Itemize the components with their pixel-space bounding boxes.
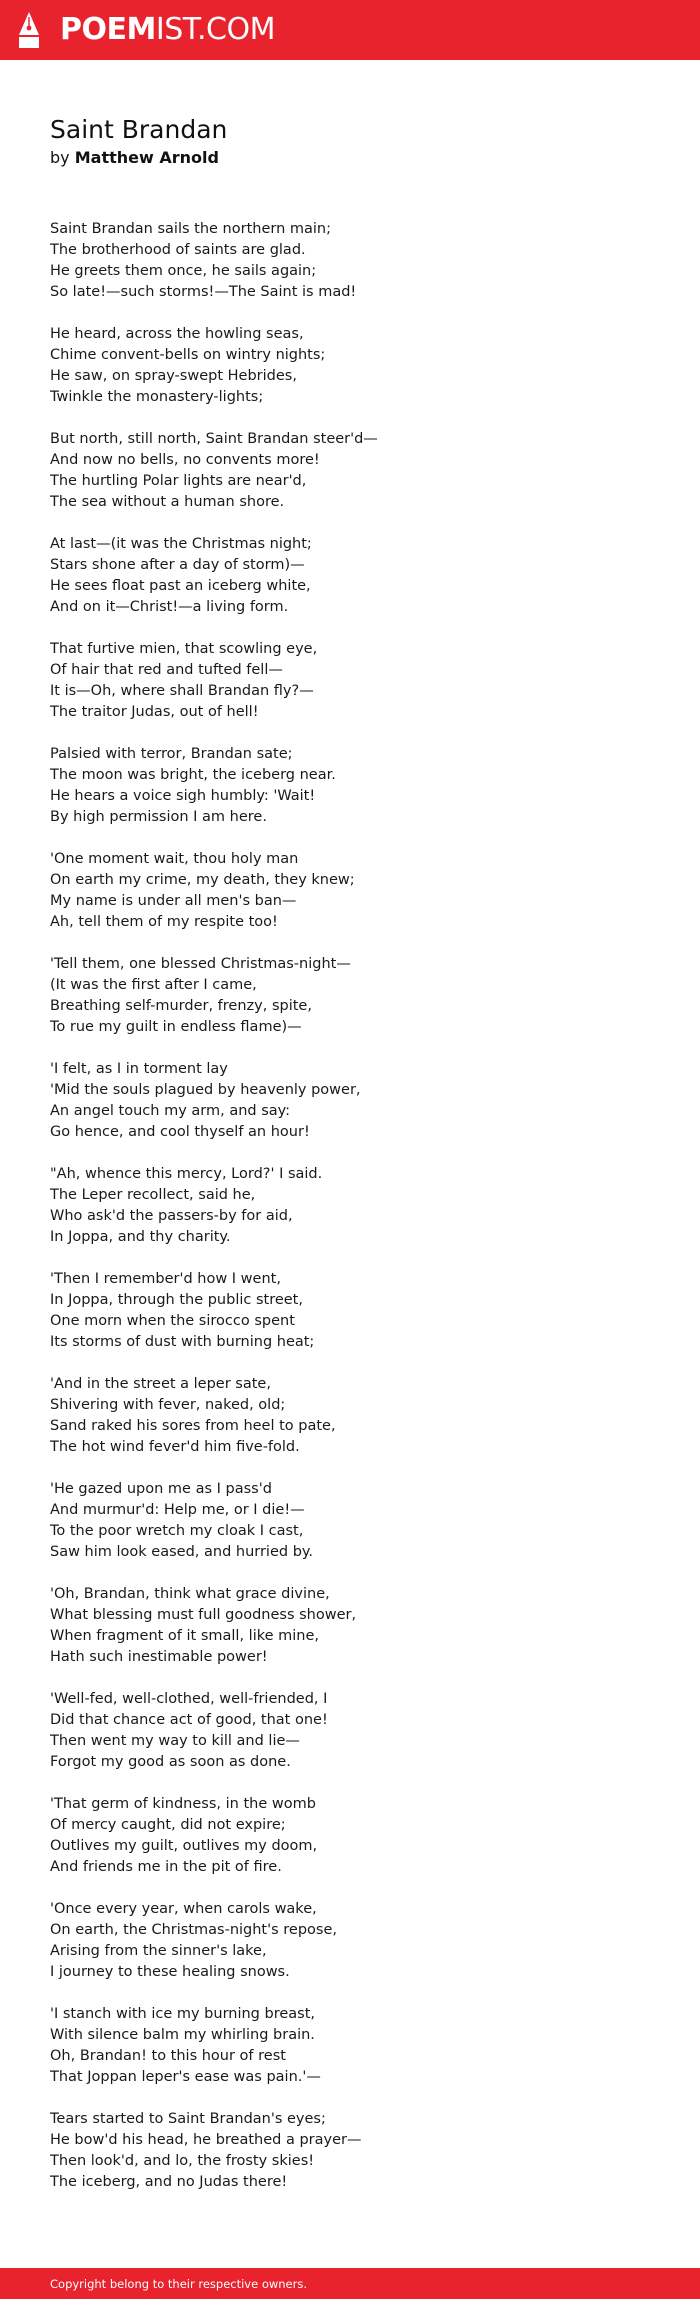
poem-line: He heard, across the howling seas, [50,326,304,342]
poem-line: Tears started to Saint Brandan's eyes; [50,2111,326,2127]
poem-line: 'That germ of kindness, in the womb [50,1796,316,1812]
poem-line: Saint Brandan sails the northern main; [50,221,331,237]
poem-line: He greets them once, he sails again; [50,263,317,279]
poem-stanza [50,1689,650,1773]
poem-line: And now no bells, no convents more! [50,452,320,468]
poem-line: My name is under all men's ban— [50,893,297,909]
poem-line: To the poor wretch my cloak I cast, [50,1523,304,1539]
poem-line: Chime convent-bells on wintry nights; [50,347,326,363]
poem-line: 'Oh, Brandan, think what grace divine, [50,1586,330,1602]
poem-line: With silence balm my whirling brain. [50,2027,315,2043]
poem-line: Hath such inestimable power! [50,1649,268,1665]
poem-line: Its storms of dust with burning heat; [50,1334,315,1350]
poem-line: What blessing must full goodness shower, [50,1607,357,1623]
poem-stanza [50,429,650,513]
poem-stanza [50,1479,650,1563]
poem-stanza [50,1269,650,1353]
site-footer [0,2268,700,2299]
poem-stanza [50,1059,650,1143]
poem-line: Oh, Brandan! to this hour of rest [50,2048,286,2064]
poem-line: Did that chance act of good, that one! [50,1712,328,1728]
poem-stanza [50,954,650,1038]
poem-line: On earth my crime, my death, they knew; [50,872,355,888]
poem-line: Ah, tell them of my respite too! [50,914,278,930]
poem-line: 'Mid the souls plagued by heavenly power, [50,1082,361,1098]
logo-light-text: IST.COM [155,12,275,47]
poem-line: 'Then I remember'd how I went, [50,1271,281,1287]
pen-nib-icon[interactable] [17,11,41,49]
poem-stanza [50,639,650,723]
poem-line: Stars shone after a day of storm)— [50,557,305,573]
poem-line: The iceberg, and no Judas there! [50,2174,288,2190]
poem-title: Saint Brandan [50,115,228,144]
by-label: by [50,148,70,167]
poem-line: 'Tell them, one blessed Christmas-night— [50,956,351,972]
poem-stanza [50,1374,650,1458]
poem-line: Who ask'd the passers-by for aid, [50,1208,293,1224]
poem-stanza [50,1899,650,1983]
poem-stanza [50,1584,650,1668]
poem-line: 'And in the street a leper sate, [50,1376,271,1392]
copyright-text: Copyright belong to their respective owners. [50,2277,308,2291]
poem-line: Go hence, and cool thyself an hour! [50,1124,310,1140]
poem-line: I journey to these healing snows. [50,1964,290,1980]
poem-stanza [50,219,650,303]
poem-line: That Joppan leper's ease was pain.'— [50,2069,321,2085]
poem-line: And murmur'd: Help me, or I die!— [50,1502,305,1518]
poem-line: Sand raked his sores from heel to pate, [50,1418,336,1434]
poem-line: On earth, the Christmas-night's repose, [50,1922,337,1938]
poem-line: When fragment of it small, like mine, [50,1628,320,1644]
poem-line: It is—Oh, where shall Brandan fly?— [50,683,314,699]
poem-line: Of hair that red and tufted fell— [50,662,283,678]
poem-line: 'He gazed upon me as I pass'd [50,1481,272,1497]
poem-line: (It was the first after I came, [50,977,257,993]
site-header [0,0,700,60]
poem-line: Of mercy caught, did not expire; [50,1817,286,1833]
logo-bold-text: POEM [60,12,156,47]
poem-line: He saw, on spray-swept Hebrides, [50,368,297,384]
poem-stanza [50,1164,650,1248]
poem-line: Forgot my good as soon as done. [50,1754,291,1770]
poem-line: 'I felt, as I in torment lay [50,1061,228,1077]
poem-line: An angel touch my arm, and say: [50,1103,291,1119]
poem-line: Breathing self-murder, frenzy, spite, [50,998,312,1014]
poem-line: 'Once every year, when carols wake, [50,1901,317,1917]
poem-line: The Leper recollect, said he, [50,1187,256,1203]
poem-line: He sees float past an iceberg white, [50,578,311,594]
poem-line: The hot wind fever'd him five-fold. [50,1439,300,1455]
poem-line: Then look'd, and lo, the frosty skies! [50,2153,315,2169]
poem-line: But north, still north, Saint Brandan steer'd— [50,431,378,447]
poem-line: The sea without a human shore. [50,494,285,510]
poem-line: To rue my guilt in endless flame)— [50,1019,302,1035]
poem-line: Outlives my guilt, outlives my doom, [50,1838,318,1854]
poem-stanza [50,324,650,408]
poem-line: 'Well-fed, well-clothed, well-friended, I [50,1691,328,1707]
poem-line: Then went my way to kill and lie— [50,1733,300,1749]
poem-author: Matthew Arnold [74,148,219,167]
poem-line: By high permission I am here. [50,809,267,825]
poem-line: The traitor Judas, out of hell! [50,704,259,720]
poem-line: In Joppa, and thy charity. [50,1229,231,1245]
poem-stanza [50,2004,650,2088]
poem-byline [50,147,219,169]
poem-line: The moon was bright, the iceberg near. [50,767,336,783]
poem-line: Shivering with fever, naked, old; [50,1397,286,1413]
poem-stanza [50,744,650,828]
poem-line: Arising from the sinner's lake, [50,1943,267,1959]
poem-line: 'I stanch with ice my burning breast, [50,2006,316,2022]
poem-line: One morn when the sirocco spent [50,1313,295,1329]
poem-line: The hurtling Polar lights are near'd, [50,473,307,489]
poem-line: 'One moment wait, thou holy man [50,851,299,867]
poem-line: And friends me in the pit of fire. [50,1859,282,1875]
poem-body [50,219,650,2214]
poem-stanza [50,1794,650,1878]
poem-line: At last—(it was the Christmas night; [50,536,312,552]
poem-line: So late!—such storms!—The Saint is mad! [50,284,357,300]
poem-line: The brotherhood of saints are glad. [50,242,306,258]
poem-line: He bow'd his head, he breathed a prayer— [50,2132,362,2148]
poem-stanza [50,849,650,933]
poem-line: Saw him look eased, and hurried by. [50,1544,314,1560]
poem-line: Twinkle the monastery-lights; [50,389,264,405]
poem-line: That furtive mien, that scowling eye, [50,641,318,657]
poem-line: In Joppa, through the public street, [50,1292,303,1308]
site-logo[interactable] [60,12,275,48]
poem-line: Palsied with terror, Brandan sate; [50,746,293,762]
poem-stanza [50,2109,650,2193]
poem-line: "Ah, whence this mercy, Lord?' I said. [50,1166,323,1182]
poem-line: He hears a voice sigh humbly: 'Wait! [50,788,316,804]
poem-stanza [50,534,650,618]
poem-line: And on it—Christ!—a living form. [50,599,289,615]
